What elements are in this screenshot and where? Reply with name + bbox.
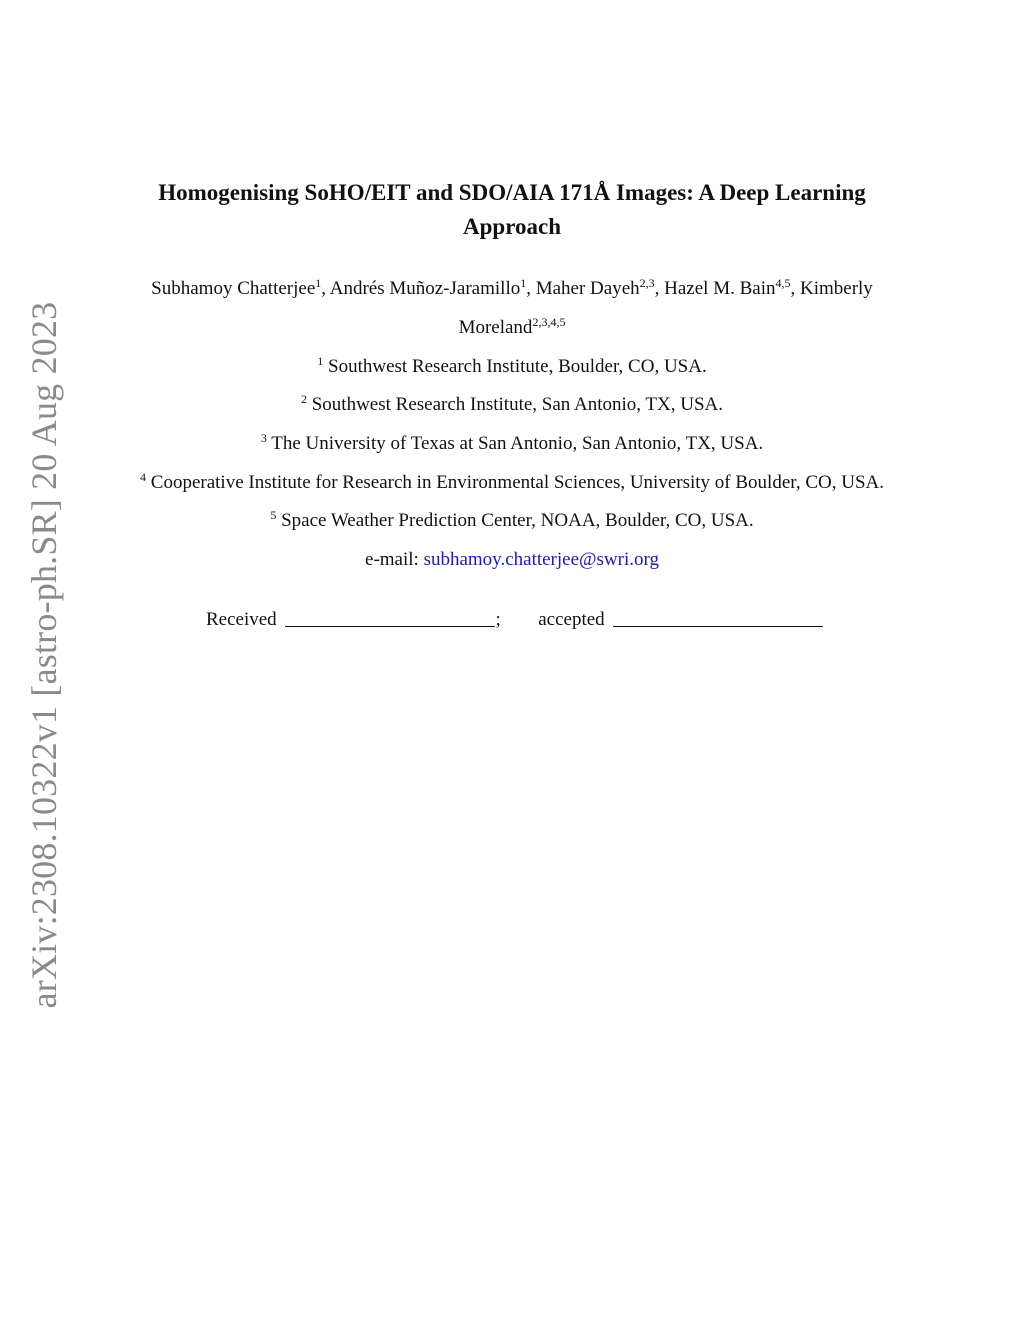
received-accepted-row — [206, 607, 823, 633]
affiliation-text: Southwest Research Institute, Boulder, CO, USA. — [328, 356, 707, 377]
affiliation-text: Space Weather Prediction Center, NOAA, Boulder, CO, USA. — [281, 510, 754, 531]
author-name: Maher Dayeh — [535, 278, 640, 299]
author-name-first-part: Kimberly — [799, 278, 873, 299]
affiliation-number: 4 — [140, 470, 147, 484]
author-affiliation-mark: 1 — [315, 276, 322, 290]
author-name: Hazel M. Bain — [664, 278, 776, 299]
contact-email-line — [100, 547, 924, 573]
affiliation-3 — [100, 431, 924, 457]
author-name: Andrés Muñoz-Jaramillo — [329, 278, 521, 299]
accepted-label: accepted — [538, 609, 605, 630]
affiliation-1 — [100, 354, 924, 380]
email-link[interactable]: subhamoy.chatterjee@swri.org — [423, 549, 659, 570]
affiliation-text: The University of Texas at San Antonio, San Antonio, TX, USA. — [271, 433, 764, 454]
date-separator: ; — [495, 609, 501, 630]
affiliation-number: 2 — [300, 392, 307, 406]
author-name: Subhamoy Chatterjee — [151, 278, 316, 299]
received-blank-line — [285, 608, 495, 627]
paper-title: Homogenising SoHO/EIT and SDO/AIA 171Å Images: A Deep Learning Approach — [158, 180, 866, 239]
received-label: Received — [206, 609, 277, 630]
affiliation-text: Southwest Research Institute, San Antonio, TX, USA. — [311, 394, 724, 415]
author-affiliation-mark: 4,5 — [775, 276, 791, 290]
affiliation-4 — [100, 470, 924, 496]
affiliation-text: Cooperative Institute for Research in Environmental Sciences, University of Boulder, CO, USA. — [150, 472, 884, 493]
author-affiliation-mark: 1 — [520, 276, 527, 290]
arxiv-side-stamp: arXiv:2308.10322v1 [astro-ph.SR] 20 Aug 2023 — [24, 301, 64, 1009]
affiliation-2 — [100, 392, 924, 418]
author-affiliation-mark: 2,3,4,5 — [532, 315, 566, 329]
affiliation-number: 5 — [270, 508, 277, 522]
affiliation-number: 3 — [260, 431, 267, 445]
author-line-2 — [100, 315, 924, 341]
email-label: e-mail: — [365, 549, 419, 570]
accepted-blank-line — [613, 608, 823, 627]
affiliation-5 — [100, 508, 924, 534]
affiliation-number: 1 — [317, 354, 324, 368]
author-name-second-part: Moreland — [458, 317, 533, 338]
author-affiliation-mark: 2,3 — [639, 276, 655, 290]
author-line-1: Subhamoy Chatterjee$^1$, Andrés Muñoz-Jaramillo$^1$, Maher Dayeh$^{2,3}$, Hazel M. Bain$^{4,5}$, Kimberly — [151, 276, 873, 299]
